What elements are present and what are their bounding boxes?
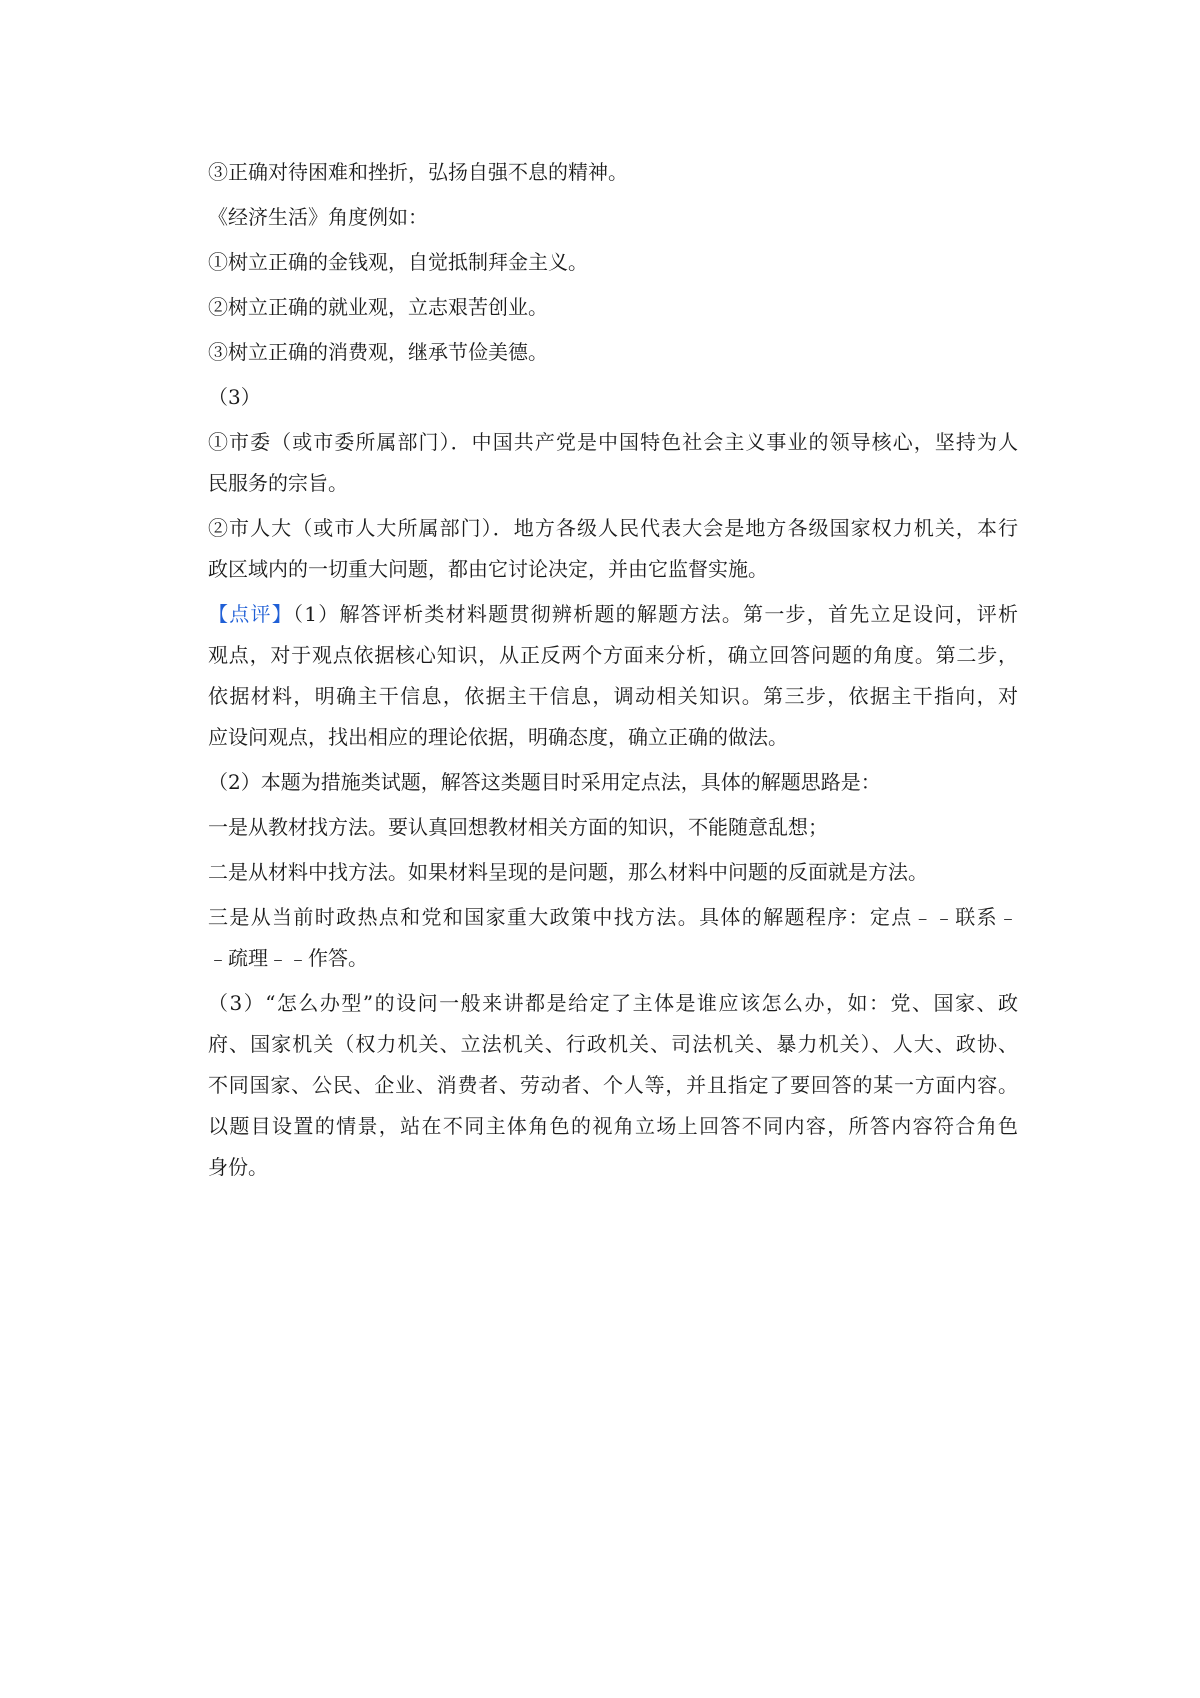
text-line: 身份。: [208, 1155, 268, 1179]
text-line: ③正确对待困难和挫折，弘扬自强不息的精神。: [208, 160, 628, 184]
text-line: 一是从教材找方法。要认真回想教材相关方面的知识，不能随意乱想；: [208, 815, 828, 839]
text-line: ②树立正确的就业观，立志艰苦创业。: [208, 295, 548, 319]
text-line: ②市人大（或市人大所属部门）．地方各级人民代表大会是地方各级国家权力机关，本行: [208, 516, 1018, 540]
text-line: 《经济生活》角度例如：: [208, 205, 428, 229]
text-line: 以题目设置的情景，站在不同主体角色的视角立场上回答不同内容，所答内容符合角色: [208, 1114, 1018, 1138]
text-line: 不同国家、公民、企业、消费者、劳动者、个人等，并且指定了要回答的某一方面内容。: [208, 1073, 1018, 1097]
text-line: ﹣疏理﹣﹣作答。: [208, 946, 368, 970]
text-line: （3）“怎么办型”的设问一般来讲都是给定了主体是谁应该怎么办，如：党、国家、政: [208, 991, 1018, 1015]
answer-text-body: [208, 150, 1018, 1190]
text-line: 观点，对于观点依据核心知识，从正反两个方面来分析，确立回答问题的角度。第二步，: [208, 643, 1018, 667]
text-line: （2）本题为措施类试题，解答这类题目时采用定点法，具体的解题思路是：: [208, 770, 881, 794]
text-line: ③树立正确的消费观，继承节俭美德。: [208, 340, 548, 364]
text-line: ①树立正确的金钱观，自觉抵制拜金主义。: [208, 250, 588, 274]
text-line: ①市委（或市委所属部门）．中国共产党是中国特色社会主义事业的领导核心，坚持为人: [208, 430, 1018, 454]
text-line: 二是从材料中找方法。如果材料呈现的是问题，那么材料中问题的反面就是方法。: [208, 860, 928, 884]
comment-first-line: [208, 592, 1018, 637]
comment-tag: 【点评】: [208, 602, 293, 626]
comment-text: （1）解答评析类材料题贯彻辨析题的解题方法。第一步，首先立足设问，评析: [292, 602, 1018, 626]
text-line: 民服务的宗旨。: [208, 471, 348, 495]
text-line: 府、国家机关（权力机关、立法机关、行政机关、司法机关、暴力机关）、人大、政协、: [208, 1032, 1018, 1056]
text-line: 应设问观点，找出相应的理论依据，明确态度，确立正确的做法。: [208, 725, 788, 749]
text-line: （3）: [208, 385, 261, 409]
text-line: 三是从当前时政热点和党和国家重大政策中找方法。具体的解题程序：定点﹣﹣联系﹣: [208, 905, 1018, 929]
text-line: 依据材料，明确主干信息，依据主干信息，调动相关知识。第三步，依据主干指向，对: [208, 684, 1018, 708]
text-line: 政区域内的一切重大问题，都由它讨论决定，并由它监督实施。: [208, 557, 768, 581]
